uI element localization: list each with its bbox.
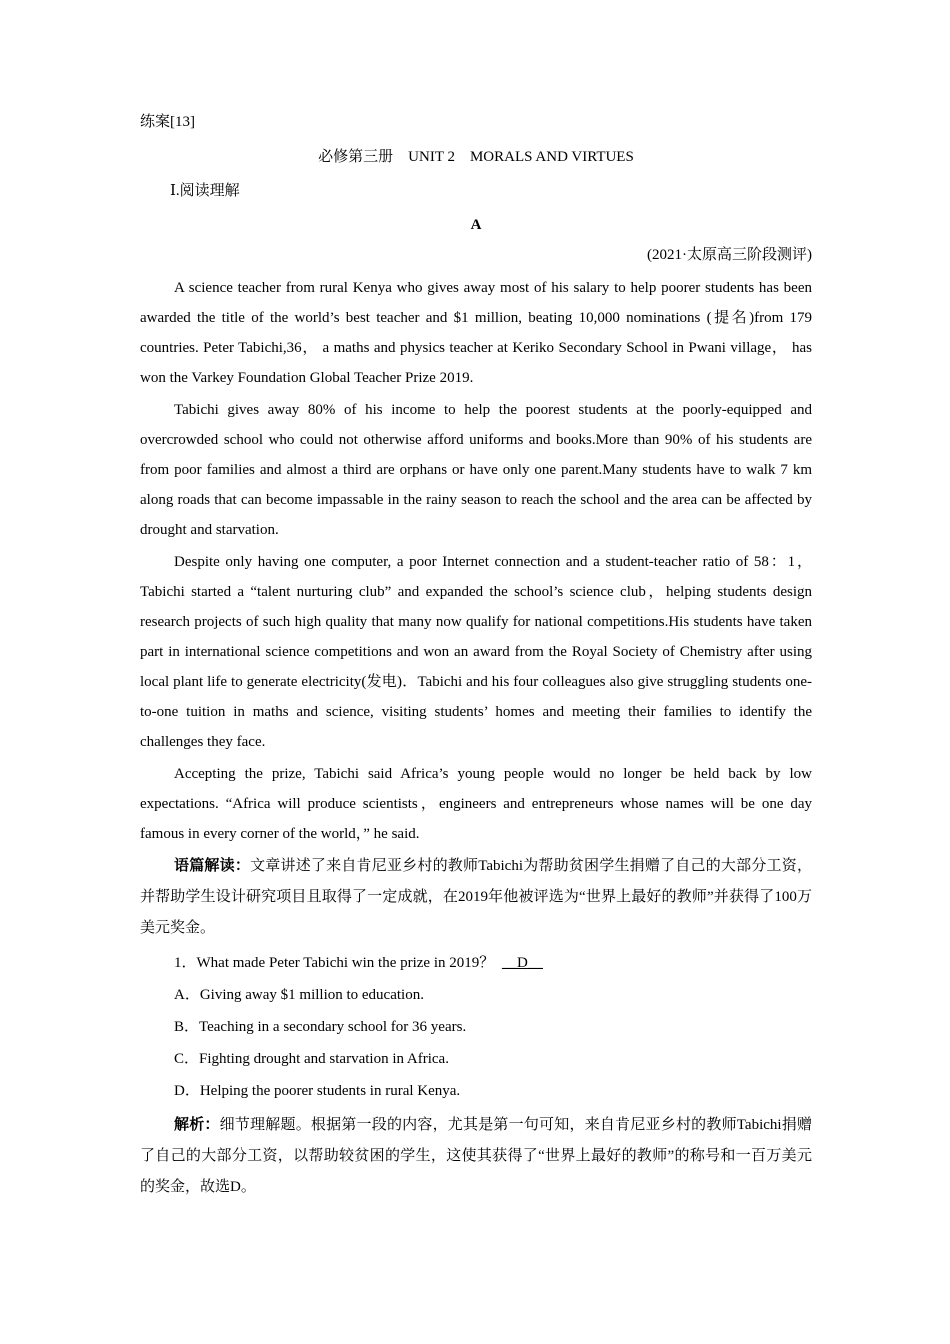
option-b: B．Teaching in a secondary school for 36 years. (174, 1019, 467, 1035)
passage-paragraph-1: A science teacher from rural Kenya who gives away most of his salary to help poorer students has been awarded the title of the world’s best teacher and $1 million, beating 10,000 nominations (提名)from 179 countries. Peter Tabichi,36， a maths and physics teacher at Keriko Secondary School in Pwani village， has won the Varkey Foundation Global Teacher Prize 2019. (140, 280, 812, 386)
answer-blank: __D__ (502, 955, 543, 971)
option-d: D．Helping the poorer students in rural Kenya. (174, 1083, 461, 1099)
summary-text: 文章讲述了来自肯尼亚乡村的教师Tabichi为帮助贫困学生捐赠了自己的大部分工资，并帮助学生设计研究项目且取得了一定成就，在2019年他被评选为“世界上最好的教师”并获得了100万美元奖金。 (140, 858, 812, 936)
worksheet-page (140, 110, 812, 1205)
answer-analysis (140, 1110, 812, 1203)
passage-letter: A (470, 217, 482, 233)
analysis-lead: 解析： (174, 1117, 220, 1133)
passage-summary (140, 851, 812, 944)
passage-paragraph-2: Tabichi gives away 80% of his income to help the poorest students at the poorly-equipped and overcrowded school who could not otherwise afford uniforms and books.More than 90% of his students are from poor families and almost a third are orphans or have only one parent.Many students have to walk 7 km along roads that can become impassable in the rainy season to reach the school and the area can be affected by drought and starvation. (140, 402, 812, 538)
passage-paragraph-3: Despite only having one computer, a poor Internet connection and a student-teacher ratio of 58：1，Tabichi started a “talent nurturing club” and expanded the school’s science club，helping students design research projects of such high quality that many now qualify for national competitions.His students have taken part in international science competitions and won an award from the Royal Society of Chemistry after using local plant life to generate electricity(发电)．Tabichi and his four colleagues also give struggling students one-to-one tuition in maths and science, visiting students’ homes and meeting their families to identify the challenges they face. (140, 554, 812, 750)
passage-paragraph-4: Accepting the prize, Tabichi said Africa’s young people would no longer be held back by low expectations. “Africa will produce scientists，engineers and entrepreneurs whose names will be one day famous in every corner of the world，” he said. (140, 766, 812, 842)
option-a: A．Giving away $1 million to education. (174, 987, 424, 1003)
answer-options (174, 982, 812, 1104)
analysis-text: 细节理解题。根据第一段的内容，尤其是第一句可知，来自肯尼亚乡村的教师Tabichi捐赠了自己的大部分工资，以帮助较贫困的学生，这使其获得了“世界上最好的教师”的称号和一百万美元的奖金，故选D。 (140, 1117, 812, 1195)
question-prompt: 1．What made Peter Tabichi win the prize in 2019？ (174, 955, 495, 971)
exercise-label: 练案[13] (140, 114, 195, 130)
passage-source: (2021·太原高三阶段测评) (647, 247, 812, 263)
unit-title: 必修第三册 UNIT 2 MORALS AND VIRTUES (318, 149, 634, 165)
answer-value: D (517, 955, 528, 971)
section-heading: Ⅰ.阅读理解 (170, 183, 240, 199)
option-c: C．Fighting drought and starvation in Africa. (174, 1051, 449, 1067)
question-1 (174, 950, 812, 976)
summary-lead: 语篇解读： (174, 858, 251, 874)
